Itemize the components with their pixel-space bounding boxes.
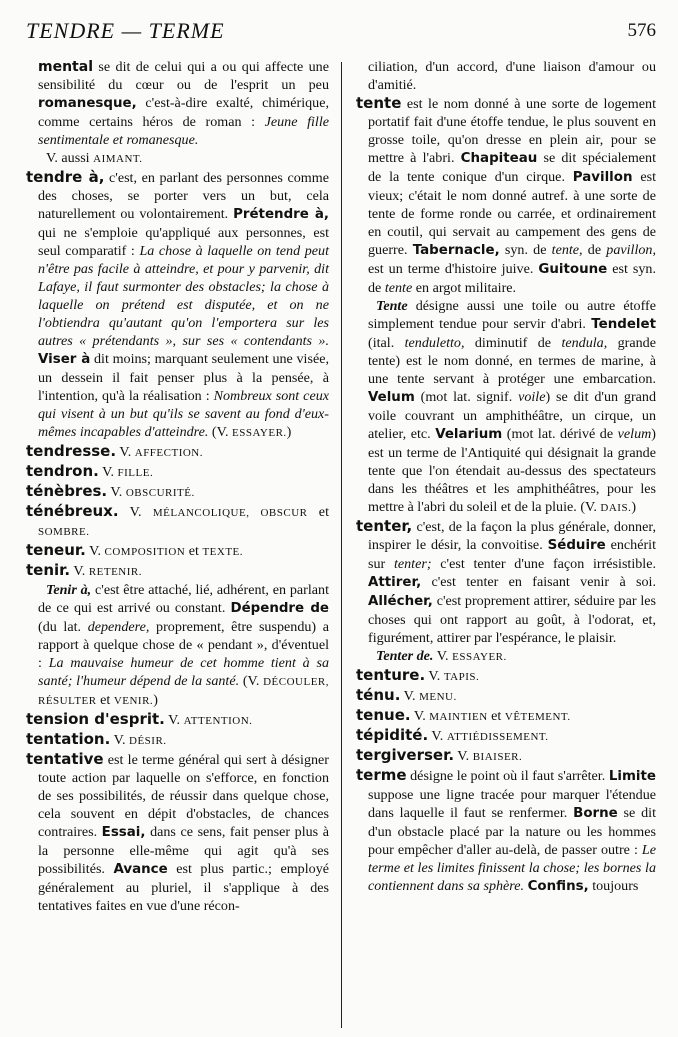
continued-text: ciliation, d'un accord, d'une liaison d'amour ou d'amitié. (368, 59, 656, 93)
definition-text: dit moins; marquant seulement une visée, un dessein il fait penser plus à la pensée, à l'intention, qu'à la réalisation : (38, 351, 329, 404)
cross-reference: RETENIR. (88, 566, 143, 578)
see-label: V. (110, 732, 129, 748)
definition-text: désigne aussi une toile ou autre étoffe simplement tendue pour servir d'abri. (368, 298, 656, 332)
etymology: tenduletto, (404, 335, 465, 351)
cross-reference: ESSAYER. (452, 651, 507, 663)
headword: tendre à, (26, 168, 105, 186)
italic-term: tente (384, 280, 413, 296)
see-label: V. (70, 563, 89, 579)
italic-term: pavillon, (606, 242, 656, 258)
synonym: Limite (608, 769, 656, 784)
cross-reference: AFFECTION. (134, 447, 204, 459)
definition-text: (mot lat. dérivé de (502, 426, 618, 442)
definition-text: est plus partic.; employé généralement au pluriel, il s'applique à des tentatives faites en vue d'une récon- (38, 861, 329, 914)
definition-text: syn. de (499, 242, 552, 258)
definition-text: (mot lat. signif. (414, 389, 519, 405)
definition-text: ) se dit d'un grand voile couvrant un amphithéâtre, un cirque, un atelier, etc. (368, 389, 656, 442)
synonym: Velarium (435, 427, 503, 442)
conjunction: et (96, 692, 114, 708)
definition-text: se dit d'un obstacle placé par la nature ou les hommes pour empêcher d'aller au-delà, de passer outre : (368, 805, 656, 858)
entry-tentative (26, 750, 329, 915)
headword: tendron. (26, 462, 99, 480)
etymology: dependere, (87, 619, 150, 635)
synonym: Chapiteau (460, 151, 538, 166)
see-label: V. (400, 688, 420, 704)
headword: tension d'esprit. (26, 710, 165, 728)
cross-reference: TAPIS. (443, 671, 480, 683)
entry-tenture (356, 666, 656, 686)
definition-text: diminutif de (464, 335, 562, 351)
see-label: V. (454, 748, 473, 764)
headword: teneur. (26, 541, 86, 559)
sub-headword: Tente (376, 298, 408, 314)
example: La mauvaise humeur de cet homme tient à sa santé; l'humeur dépend de la santé. (38, 655, 329, 689)
see-label: V. (116, 444, 135, 460)
synonym: Viser à (38, 352, 91, 367)
conjunction: et (307, 504, 329, 520)
definition-text: qui ne s'emploie qu'appliqué aux personnes, est seul comparatif : (38, 225, 329, 259)
see-label: V. (85, 543, 105, 559)
entry-tente (356, 94, 656, 297)
synonym: Tabernacle, (412, 243, 500, 258)
cross-reference: AIMANT. (93, 153, 143, 165)
see-label: V. (118, 504, 153, 520)
definition-text: c'est, de la façon la plus générale, donner, inspirer le désir, la convoitise. (368, 519, 656, 553)
synonym: Séduire (547, 538, 606, 553)
see-label: V. aussi (46, 150, 94, 166)
definition-text: c'est tenter d'une façon irrésistible. (431, 556, 657, 572)
ref-paren: (V. (208, 424, 233, 440)
definition-text: c'est-à-dire exalté, chimérique, comme certains héros de roman : (38, 95, 329, 130)
headword: ténébreux. (26, 502, 119, 520)
see-label: V. (410, 708, 430, 724)
ref-paren: ) (153, 692, 158, 708)
conjunction: et (185, 543, 203, 559)
etymology: velum (617, 426, 652, 442)
column-divider (341, 62, 342, 1028)
entry-tension (26, 710, 329, 730)
entry-tente-2 (356, 297, 656, 517)
synonym: Velum (368, 390, 415, 405)
cross-reference: OBSCURITÉ. (125, 487, 195, 499)
definition-text: c'est proprement attirer, séduire par les choses qui ont rapport au goût, à l'odorat, et, figurément, attirer par l'espérance, le plaisir. (368, 593, 656, 646)
cross-reference: FILLE. (117, 467, 154, 479)
ref-paren: ) (631, 499, 637, 515)
headword: tenter, (356, 517, 413, 535)
sub-headword: Tenter de. (376, 648, 434, 664)
see-label: V. (98, 464, 118, 480)
entry-tenebreux (26, 502, 329, 541)
headword: tentative (26, 750, 104, 768)
cross-reference: VÊTEMENT. (504, 711, 571, 723)
right-column (356, 58, 656, 896)
sub-headword: Tenir à, (46, 582, 92, 598)
headword: tenue. (356, 706, 411, 724)
example: Le terme et les limites finissent la chose; les bornes la contiennent dans sa sphère. (368, 842, 656, 894)
synonym: Pavillon (572, 170, 633, 185)
cross-reference: VENIR. (113, 695, 154, 707)
headword: mental (38, 59, 93, 75)
synonym: Borne (573, 806, 618, 821)
synonym: Essai, (101, 825, 146, 840)
entry-tentation (26, 730, 329, 750)
see-also-line (26, 149, 329, 168)
definition-text: proprement, être suspendu) a rapport à quelque chose de « pendant », d'éventuel : (38, 619, 330, 671)
headword: terme (356, 766, 407, 784)
etymology: tendula, (561, 335, 608, 351)
definition-text: c'est, en parlant des personnes comme des choses, se porter vers un but, cela naturellement ou volontairement. (38, 170, 329, 222)
definition-text: se dit spécialement de la tente conique d'un cirque. (368, 150, 656, 185)
example: Nombreux sont ceux qui visent à un but qu'ils se savent au fond d'eux-mêmes incapables d'atteindre. (38, 388, 329, 440)
ref-paren: (V. (239, 673, 264, 689)
definition-text: dans ce sens, fait penser plus à la personne elle-même qui agit qu'à ses possibilités. (38, 824, 329, 877)
definition-text: désigne le point où il faut s'arrêter. (406, 768, 609, 784)
definition-text: est vieux; c'était le nom donné autref. à une sorte de tente de forme ronde ou carrée, et ordinairement en coutil, qui servait au campement des gens de guerre. (368, 169, 656, 258)
entry-tenir (26, 561, 329, 581)
synonym: Avance (113, 862, 168, 877)
entry-tenebres (26, 482, 329, 502)
headword: tenir. (26, 561, 71, 579)
definition-text: de (582, 242, 607, 258)
entry-tergiverser (356, 746, 656, 766)
see-label: V. (164, 712, 184, 728)
example: La chose à laquelle on tend peut n'être pas facile à atteindre, et pour y parvenir, dit Lafaye, il faut surmonter des obstacles; la chose à laquelle on prétend est disputée, et on ne l'obtiendra qu'autant qu'on l'emportera sur les autres « prétendants », sur ses « contendants ». (38, 243, 330, 349)
definition-text: est un terme d'histoire juive. (368, 261, 539, 277)
synonym: Guitoune (538, 262, 608, 277)
page-title: TENDRE — TERME (26, 18, 225, 43)
cross-reference: SOMBRE. (38, 526, 90, 538)
headword: tenture. (356, 666, 426, 684)
entry-tenue (356, 706, 656, 726)
definition-text: toujours (588, 878, 639, 894)
synonym: Tendelet (591, 317, 656, 332)
entry-tendre-a (26, 168, 329, 442)
cross-reference: BIAISER. (472, 751, 523, 763)
cross-reference: DAIS. (600, 502, 632, 514)
cross-reference: TEXTE. (202, 546, 244, 558)
cross-reference: ATTIÉDISSEMENT. (446, 731, 549, 743)
synonym: Prétendre à, (233, 207, 329, 222)
ref-paren: ) (286, 424, 292, 440)
italic-term: tenter; (393, 556, 432, 572)
synonym: Dépendre de (230, 601, 330, 616)
definition-text: se dit de celui qui a ou qui affecte une sensibilité du cœur ou de l'esprit un peu (38, 59, 329, 93)
definition-text: ) est un terme de l'Antiquité qui désignait la grande tente que l'on étendait au-dessus des spectateurs dans les théâtres et les amphithéâtres, pour les mettre à l'abri du soleil et de la pluie. (368, 426, 656, 515)
definition-text: c'est tenter en faisant venir à soi. (421, 574, 656, 590)
entry-tepidite (356, 726, 656, 746)
entry-tenter (356, 517, 656, 647)
cross-reference: DÉCOULER, RÉSULTER (38, 676, 330, 707)
ref-paren: (V. (576, 499, 601, 515)
entry-tenu (356, 686, 656, 706)
definition-text: est le nom donné à une sorte de logement portatif fait d'une étoffe tendue, le plus souvent en grosse toile, qu'on dresse en plein air, pour se mettre à l'abri. (368, 96, 656, 166)
running-head (26, 14, 656, 48)
definition-text: (ital. (368, 335, 405, 351)
definition-text: suppose une ligne tracée pour marquer l'étendue dans laquelle il faut se renfermer. (368, 787, 656, 821)
entry-teneur (26, 541, 329, 561)
synonym: Allécher, (368, 594, 433, 609)
headword: ténèbres. (26, 482, 108, 500)
definition-text: enchérit sur (368, 537, 656, 572)
headword: tendresse. (26, 442, 117, 460)
page-number: 576 (627, 20, 656, 41)
etymology: voile (518, 389, 546, 405)
cross-reference: ATTENTION. (183, 715, 253, 727)
cross-reference: ESSAYER. (232, 427, 287, 439)
definition-text: est le terme général qui sert à désigner toute action par laquelle on s'efforce, en fonction de ses possibilités, de réussir dans quelque chose, cela souvent en dépit d'obstacles, de chances contraires. (38, 752, 329, 840)
left-column (26, 58, 329, 915)
cross-reference: MENU. (419, 691, 457, 703)
see-label: V. (425, 668, 444, 684)
synonym: Attirer, (368, 575, 422, 590)
italic-term: tente, (551, 242, 583, 258)
example: Jeune fille sentimentale et romanesque. (38, 114, 329, 148)
entry-tendron (26, 462, 329, 482)
definition-text: (du lat. (38, 619, 88, 635)
definition-text: c'est être attaché, lié, adhérent, en parlant de ce qui est arrivé ou constant. (38, 582, 329, 616)
headword: tente (356, 94, 402, 112)
headword: tépidité. (356, 726, 429, 744)
cross-reference: COMPOSITION (104, 546, 186, 558)
cross-reference: DÉSIR. (129, 735, 167, 747)
entry-tenir-a (26, 581, 329, 710)
definition-text: grande tente) est le nom donné, en termes de marine, à une tente servant à protéger une embarcation. (368, 335, 656, 387)
entry-mental (26, 58, 329, 149)
headword: tergiverser. (356, 746, 455, 764)
conjunction: et (487, 708, 505, 724)
see-label: V. (428, 728, 447, 744)
entry-tendresse (26, 442, 329, 462)
definition-text: est syn. de (368, 261, 656, 296)
cross-reference: MAINTIEN (429, 711, 488, 723)
headword: tentation. (26, 730, 111, 748)
headword: ténu. (356, 686, 401, 704)
see-label: V. (107, 484, 126, 500)
cross-reference: MÉLANCOLIQUE, OBSCUR (152, 507, 308, 519)
definition-text: en argot militaire. (412, 280, 517, 296)
entry-terme (356, 766, 656, 896)
see-label: V. (433, 648, 453, 664)
synonym: Confins, (527, 879, 589, 894)
entry-tenter-de (356, 647, 656, 666)
synonym: romanesque, (38, 96, 137, 111)
